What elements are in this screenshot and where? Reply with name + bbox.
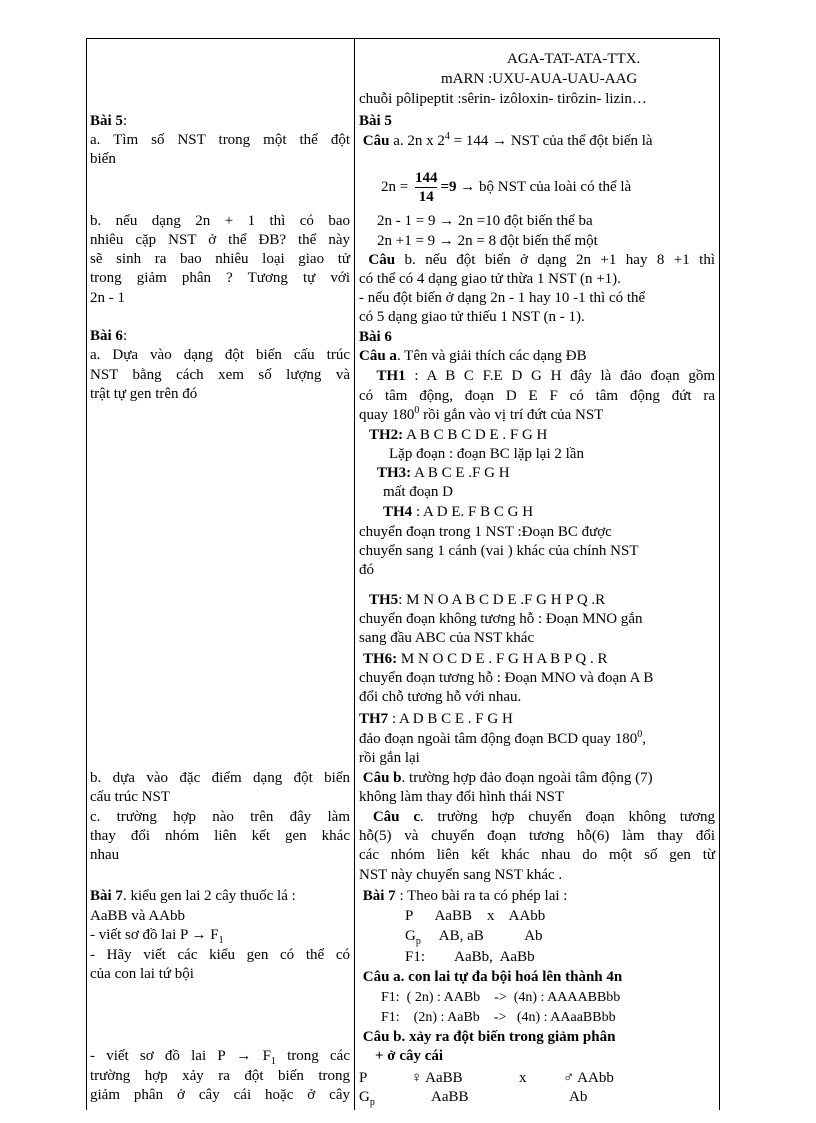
th1-line: quay $180^0$ rồi gắn vào vị trí đứt của NST	[359, 405, 604, 423]
th4-line: TH4 : A D E. F B C G H	[383, 504, 534, 520]
bai6-c-line: nhau	[90, 847, 120, 863]
bai5-b-line: 2n - 1	[90, 290, 125, 306]
bai5-a-line: biến	[90, 151, 116, 167]
bai5-a-line: a. Tìm số NST trong một thể đột	[90, 132, 350, 148]
th7-line: TH7 : A D B C E . F G H	[359, 711, 513, 727]
th4-line: chuyển sang 1 cánh (vai ) khác của chính NST	[359, 543, 639, 559]
bai7-line: - viết sơ đồ lai $P \to F_1$	[90, 927, 224, 946]
f1-tetraploid-line: F1: ( 2n) : AABb -> (4n) : AAAABBbb	[381, 990, 621, 1005]
cau7b-line: Câu b. xảy ra đột biến trong giảm phân	[362, 1029, 616, 1045]
fraction-equation: 2n = $\frac{144}{14}$ =9 → bộ NST của loài có thể là	[381, 170, 632, 206]
cau-b-line: có thể có 4 dạng giao tử thừa 1 NST (n +1).	[359, 271, 621, 287]
th5-line: chuyển đoạn không tương hỗ : Đoạn MNO gắn	[359, 611, 643, 627]
cross-x: x	[519, 1070, 527, 1086]
cau6c-line: Câu c. trường hợp chuyển đoạn không tương	[372, 809, 716, 825]
th5-line: TH5: M N O A B C D E .F G H P Q .R	[369, 592, 606, 608]
bai7-line: AaBB và AAbb	[90, 908, 185, 924]
th7-line: rồi gắn lại	[359, 750, 420, 766]
polypeptide-line: chuỗi pôlipeptit :sêrin- izôloxin- tirôzin- lizin…	[359, 91, 647, 107]
cau6c-line: các nhóm liên kết khác nhau do một số gen từ	[359, 847, 715, 863]
equation-line: 2n - 1 = 9 → 2n =10 đột biến thể ba	[377, 213, 593, 229]
cau7a-line: Câu a. con lai tự đa bội hoá lên thành 4n	[362, 969, 623, 985]
female-parent: ♀ AaBB	[411, 1070, 463, 1086]
fraction: $\frac{144}{14}$	[414, 170, 438, 206]
bai5-title: Bài 5:	[90, 113, 128, 129]
cau-b-line: có 5 dạng giao tử thiếu 1 NST (n - 1).	[359, 309, 585, 325]
bai5-b-line: b. nếu dạng 2n + 1 thì có bao	[90, 213, 350, 229]
th2-line: Lặp đoạn : đoạn BC lặp lại 2 lần	[389, 446, 584, 462]
bai5-b-line: nhiêu cặp NST ở thể ĐB? thể này	[90, 232, 350, 248]
bai6-title: Bài 6:	[90, 328, 128, 344]
bai6-c-line: c. trường hợp nào trên đây làm	[90, 809, 350, 825]
cau-b-line: - nếu đột biến ở dạng 2n - 1 hay 10 -1 thì có thể	[359, 290, 646, 306]
bai7-line: Bài 7. kiểu gen lai 2 cây thuốc lá :	[90, 888, 296, 904]
th2-line: TH2: A B C B C D E . F G H	[369, 427, 548, 443]
equation-line: 2n +1 = 9 → 2n = 8 đột biến thể một	[377, 233, 598, 249]
gamete-label: $G_p$	[359, 1089, 375, 1108]
column-divider	[354, 38, 355, 1110]
cau-b-line: Câu b. nếu đột biến ở dạng 2n +1 hay 8 +1 thì	[368, 252, 716, 268]
dna-strand: AGA-TAT-ATA-TTX.	[507, 51, 641, 67]
bai5-b-line: trong giảm phân ? Tương tự với	[90, 270, 350, 286]
cau7b-line: + ở cây cái	[375, 1048, 444, 1064]
th6-line: đổi chỗ tương hỗ với nhau.	[359, 689, 522, 705]
bai7-line: - Hãy viết các kiểu gen có thể có	[90, 947, 350, 963]
bai7-line: trường hợp xảy ra đột biến trong	[90, 1068, 350, 1084]
mrna-line: mARN :UXU-AUA-UAU-AAG	[441, 71, 638, 87]
th6-line: TH6: M N O C D E . F G H A B P Q . R	[363, 651, 608, 667]
bai6-b-line: b. dựa vào đặc điểm dạng đột biến	[90, 770, 350, 786]
bai7-line: - viết sơ đồ lai $P \to F_1$ trong các	[90, 1048, 350, 1067]
th6-line: chuyển đoạn tương hỗ : Đoạn MNO và đoạn A B	[359, 670, 654, 686]
th3-line: mất đoạn D	[383, 484, 453, 500]
f1-line: F1: AaBb, AaBb	[405, 949, 535, 965]
bai6-title: Bài 6	[359, 329, 392, 345]
bai7-line: của con lai tứ bội	[90, 966, 194, 982]
bai5-title: Bài 5	[359, 113, 392, 129]
bai6-a-line: a. Dựa vào dạng đột biến cấu trúc	[90, 347, 350, 363]
bai6-a-line: trật tự gen trên đó	[90, 386, 198, 402]
th1-line: có tâm động, đoạn D E F có tâm động đứt ra	[359, 388, 715, 404]
female-gamete: AaBB	[431, 1089, 469, 1105]
th1-line: TH1 : A B C F.E D G H đây là đảo đoạn gồm	[376, 368, 716, 384]
cau6a-line: Câu a. Tên và giải thích các dạng ĐB	[359, 348, 587, 364]
cau6b-line: không làm thay đổi hình thái NST	[359, 789, 564, 805]
cau6c-line: hỗ(5) và chuyển đoạn tương hỗ(6) làm thay đổi	[359, 828, 715, 844]
th4-line: chuyển đoạn trong 1 NST :Đoạn BC được	[359, 524, 612, 540]
bai6-a-line: NST bằng cách xem số lượng và	[90, 367, 350, 383]
gamete-line: $G_p$ AB, aB Ab	[405, 928, 543, 947]
male-gamete: Ab	[569, 1089, 588, 1105]
bai6-b-line: cấu trúc NST	[90, 789, 170, 805]
f1-tetraploid-line: F1: (2n) : AaBb -> (4n) : AAaaBBbb	[381, 1010, 616, 1025]
cau6b-line: Câu b. trường hợp đảo đoạn ngoài tâm động (7)	[362, 770, 653, 786]
th4-line: đó	[359, 562, 374, 578]
bai7-line: giảm phân ở cây cái hoặc ở cây	[90, 1087, 350, 1103]
bai5-b-line: sẽ sinh ra bao nhiêu loại giao tử	[90, 251, 350, 267]
male-parent: ♂ AAbb	[563, 1070, 614, 1086]
th7-line: đảo đoạn ngoài tâm động đoạn BCD quay $180^0$,	[359, 729, 647, 747]
bai6-c-line: thay đổi nhóm liên kết gen khác	[90, 828, 350, 844]
cross-p-line: P AaBB x AAbb	[405, 908, 546, 924]
cross-p-label: P	[359, 1070, 368, 1086]
bai7-line: Bài 7 : Theo bài ra ta có phép lai :	[362, 888, 568, 904]
cau6c-line: NST này chuyển sang NST khác .	[359, 867, 563, 883]
th3-line: TH3: A B C E .F G H	[377, 465, 510, 481]
cau-a-line: Câu a. 2n x $2^4 = 144$ → NST của thể đột biến là	[362, 131, 653, 149]
th5-line: sang đầu ABC của NST khác	[359, 630, 535, 646]
